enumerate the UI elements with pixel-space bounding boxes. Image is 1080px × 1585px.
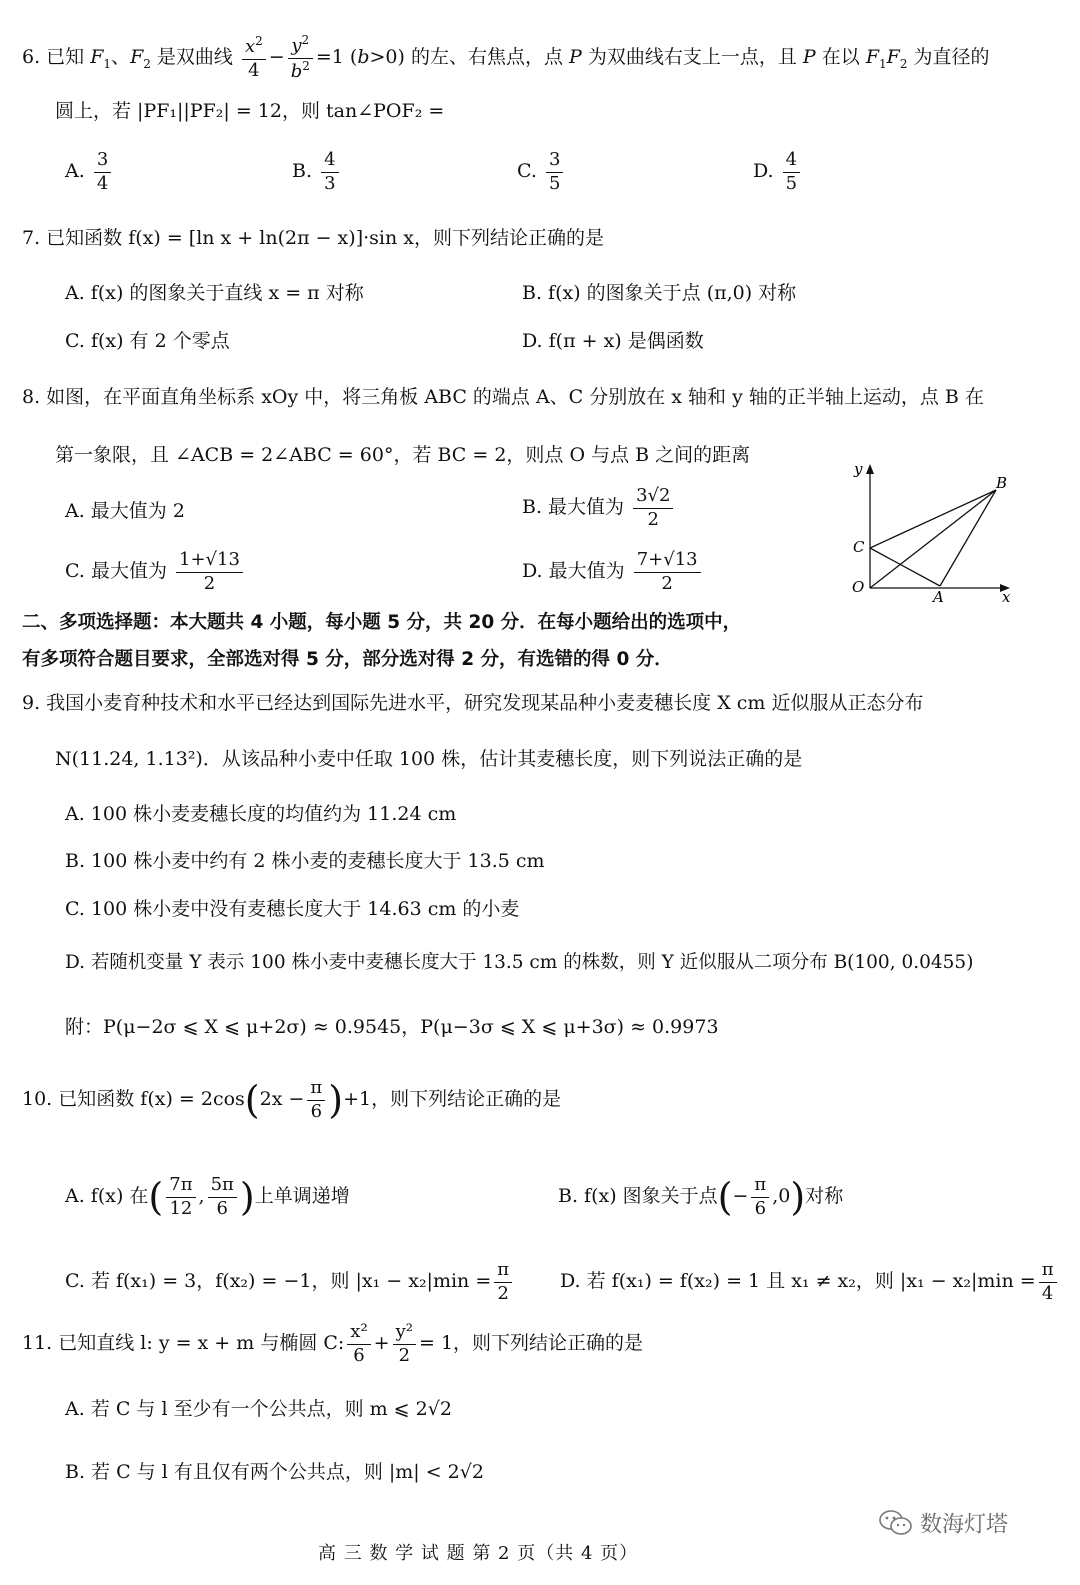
- q6-option-a: A. $\frac{3}{4}$: [65, 150, 114, 194]
- q10-stem: 10. 已知函数 f(x) = 2cos(2x − $\frac{\pi}{6}$ )+1，则下列结论正确的是: [22, 1077, 562, 1123]
- q6-option-b: B. $\frac{4}{3}$: [292, 150, 342, 194]
- q6-frac-y: $\frac{y^2}{b^2}$: [288, 34, 313, 82]
- q9-option-b: B. 100 株小麦中约有 2 株小麦的麦穗长度大于 13.5 cm: [65, 850, 545, 872]
- q7-stem: 7. 已知函数 f(x) = [ln x + ln(2π − x)]·sin x，则下列结论正确的是: [22, 227, 604, 249]
- q9-note: 附：P(μ−2σ ⩽ X ⩽ μ+2σ) ≈ 0.9545，P(μ−3σ ⩽ X ⩽ μ+3σ) ≈ 0.9973: [65, 1016, 719, 1038]
- q11-stem: 11. 已知直线 l: y = x + m 与椭圆 C: $\frac{\text{x²}}{6}$ + $\frac{\text{y²}}{2}$ = 1，则下列结论正确的是: [22, 1321, 644, 1366]
- q8-figure: [848, 460, 1018, 605]
- q6-stem-line1: 6. 已知 $F_1$、$F_2$ 是双曲线 $\frac{x^2}{4}$ − $\frac{y^2}{b^2}$ =1 (b>0) 的左、右焦点，点 P 为双曲线右支上一点，且 P 在以 $F_1F_2$ 为直径的: [22, 33, 990, 82]
- q8-option-d: D. 最大值为 $\frac{7+√13}{2}$: [522, 550, 704, 594]
- q8-stem-line1: 8. 如图，在平面直角坐标系 xOy 中，将三角板 ABC 的端点 A、C 分别放在 x 轴和 y 轴的正半轴上运动，点 B 在: [22, 386, 984, 408]
- q9-option-a: A. 100 株小麦麦穗长度的均值约为 11.24 cm: [65, 803, 457, 825]
- q10-option-a: A. f(x) 在( $\frac{7\pi}{12}$ , $\frac{5\pi}{6}$ )上单调递增: [65, 1174, 350, 1220]
- q8-option-a: A. 最大值为 2: [65, 500, 185, 522]
- q10-option-d: D. 若 f(x₁) = f(x₂) = 1 且 x₁ ≠ x₂，则 |x₁ − x₂|min = $\frac{\pi}{4}$: [560, 1260, 1060, 1304]
- section2-heading-line1: 二、多项选择题：本大题共 4 小题，每小题 5 分，共 20 分．在每小题给出的选项中，: [22, 612, 742, 633]
- q6-frac-x: $\frac{x^2}{4}$: [242, 35, 266, 81]
- watermark: [878, 1508, 1008, 1543]
- label-b: B: [996, 474, 1008, 492]
- q10-option-b: B. f(x) 图象关于点(− $\frac{\pi}{6}$ ,0)对称: [558, 1174, 844, 1220]
- q8-stem-line2: 第一象限，且 ∠ACB = 2∠ABC = 60°，若 BC = 2，则点 O 与点 B 之间的距离: [55, 444, 751, 466]
- label-o: O: [852, 578, 865, 596]
- watermark-text: 数海灯塔: [920, 1512, 1009, 1538]
- q6-option-c: C. $\frac{3}{5}$: [517, 150, 566, 194]
- page-footer: 高 三 数 学 试 题 第 2 页（共 4 页）: [318, 1543, 639, 1564]
- y-axis-arrow: [866, 464, 874, 474]
- q9-option-c: C. 100 株小麦中没有麦穗长度大于 14.63 cm 的小麦: [65, 898, 520, 920]
- section2-heading-line2: 有多项符合题目要求，全部选对得 5 分，部分选对得 2 分，有选错的得 0 分．: [22, 649, 673, 670]
- q7-option-d: D. f(π + x) 是偶函数: [522, 330, 704, 352]
- q11-option-a: A. 若 C 与 l 至少有一个公共点，则 m ⩽ 2√2: [65, 1398, 452, 1420]
- q6-stem-line2: 圆上，若 |PF₁||PF₂| = 12，则 tan∠POF₂ =: [55, 100, 445, 122]
- q9-stem-line1: 9. 我国小麦育种技术和水平已经达到国际先进水平，研究发现某品种小麦麦穗长度 X cm 近似服从正态分布: [22, 692, 924, 714]
- q10-option-c: C. 若 f(x₁) = 3，f(x₂) = −1，则 |x₁ − x₂|min = $\frac{\pi}{2}$: [65, 1260, 515, 1304]
- q7-option-b: B. f(x) 的图象关于点 (π,0) 对称: [522, 282, 797, 304]
- wechat-icon: [878, 1508, 914, 1543]
- label-a: A: [933, 588, 944, 605]
- q7-option-a: A. f(x) 的图象关于直线 x = π 对称: [65, 282, 364, 304]
- q7-option-c: C. f(x) 有 2 个零点: [65, 330, 230, 352]
- label-x: x: [1002, 588, 1011, 605]
- label-y: y: [854, 460, 863, 478]
- q9-stem-line2: N(11.24, 1.13²)．从该品种小麦中任取 100 株，估计其麦穗长度，则下列说法正确的是: [55, 748, 803, 770]
- q6-option-d: D. $\frac{4}{5}$: [753, 150, 803, 194]
- label-c: C: [853, 538, 865, 556]
- q11-option-b: B. 若 C 与 l 有且仅有两个公共点，则 |m| < 2√2: [65, 1461, 484, 1483]
- segment-ab: [940, 490, 996, 586]
- q9-option-d: D. 若随机变量 Y 表示 100 株小麦中麦穗长度大于 13.5 cm 的株数，则 Y 近似服从二项分布 B(100, 0.0455): [65, 952, 974, 973]
- q8-option-c: C. 最大值为 $\frac{1+√13}{2}$: [65, 550, 246, 594]
- q8-option-b: B. 最大值为 $\frac{3√2}{2}$: [522, 486, 676, 530]
